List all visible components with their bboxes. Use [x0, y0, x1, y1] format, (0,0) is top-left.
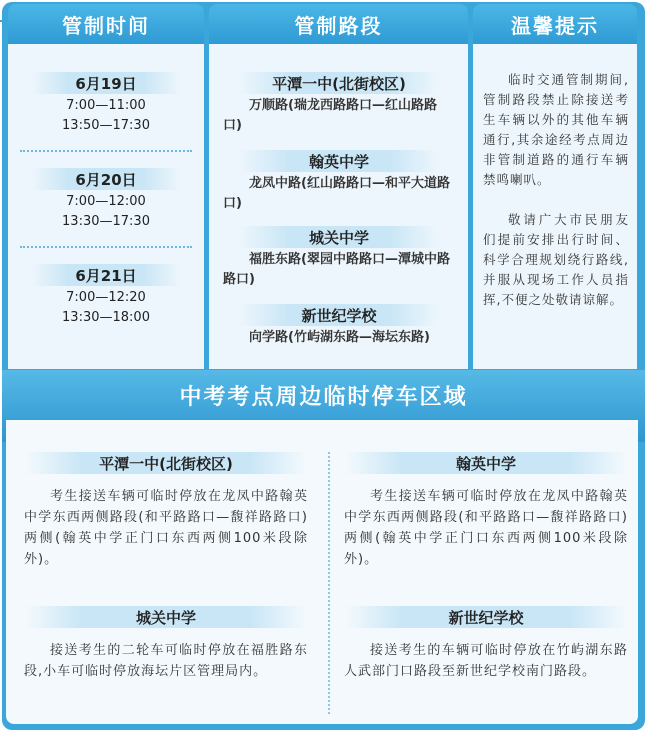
- route-desc: 向学路(竹屿湖东路—海坛东路): [249, 330, 430, 345]
- routes-panel: [209, 44, 468, 369]
- schedule-time: 13:30—18:00: [62, 310, 150, 325]
- divider: [20, 246, 192, 248]
- parking-school: 城关中学: [26, 606, 306, 628]
- route-item: [215, 150, 463, 214]
- parking-item: [336, 452, 636, 570]
- schedule-day: [8, 72, 204, 136]
- route-item: [215, 72, 463, 136]
- schedule-time: 13:30—17:30: [62, 214, 150, 229]
- parking-item: [336, 606, 636, 682]
- parking-title: 中考考点周边临时停车区域: [179, 385, 468, 410]
- route-school: 平潭一中(北街校区): [239, 72, 439, 94]
- parking-desc: 接送考生的车辆可临时停放在竹屿湖东路人武部门口路段至新世纪学校南门路段。: [344, 643, 628, 679]
- divider: [328, 452, 330, 714]
- route-desc: 万顺路(瑞龙西路路口—红山路路口): [223, 98, 437, 133]
- schedule-time: 7:00—11:00: [66, 98, 146, 113]
- schedule-time: 7:00—12:00: [66, 194, 146, 209]
- divider: [20, 150, 192, 152]
- route-school: 城关中学: [239, 226, 439, 248]
- parking-school: 新世纪学校: [346, 606, 626, 628]
- routes-header: 管制路段: [209, 4, 468, 44]
- schedule-header: 管制时间: [8, 4, 204, 44]
- schedule-date: 6月19日: [31, 72, 181, 94]
- parking-desc: 考生接送车辆可临时停放在龙凤中路翰英中学东西两侧路段(和平路路口—馥祥路路口)两侧(翰英中学正门口东西两侧100米段除外)。: [24, 489, 308, 567]
- schedule-time: 13:50—17:30: [62, 118, 150, 133]
- parking-item: [16, 606, 316, 682]
- tip-paragraph: 临时交通管制期间,管制路段禁止除接送考生车辆以外的其他车辆通行,其余途经考点周边非管制道路的通行车辆禁鸣喇叭。: [483, 72, 629, 187]
- route-item: [215, 226, 463, 290]
- tips-header: 温馨提示: [473, 4, 637, 44]
- tips-panel: [473, 44, 637, 369]
- parking-desc: 考生接送车辆可临时停放在龙凤中路翰英中学东西两侧路段(和平路路口—馥祥路路口)两侧(翰英中学正门口东西两侧100米段除外)。: [344, 489, 628, 567]
- route-desc: 龙凤中路(红山路路口—和平大道路口): [223, 176, 450, 211]
- parking-desc: 接送考生的二轮车可临时停放在福胜路东段,小车可临时停放海坛片区管理局内。: [24, 643, 308, 679]
- schedule-panel: [8, 44, 204, 369]
- schedule-day: [8, 168, 204, 232]
- schedule-date: 6月21日: [31, 264, 181, 286]
- parking-item: [16, 452, 316, 570]
- parking-school: 平潭一中(北街校区): [26, 452, 306, 474]
- schedule-time: 7:00—12:20: [66, 290, 146, 305]
- route-item: [215, 304, 463, 348]
- tip-paragraph: 敬请广大市民朋友们提前安排出行时间、科学合理规划绕行路线,并服从现场工作人员指挥,不便之处敬请谅解。: [483, 212, 629, 307]
- schedule-date: 6月20日: [31, 168, 181, 190]
- route-desc: 福胜东路(翠园中路路口—潭城中路路口): [223, 252, 450, 287]
- schedule-day: [8, 264, 204, 328]
- route-school: 新世纪学校: [239, 304, 439, 326]
- parking-school: 翰英中学: [346, 452, 626, 474]
- route-school: 翰英中学: [239, 150, 439, 172]
